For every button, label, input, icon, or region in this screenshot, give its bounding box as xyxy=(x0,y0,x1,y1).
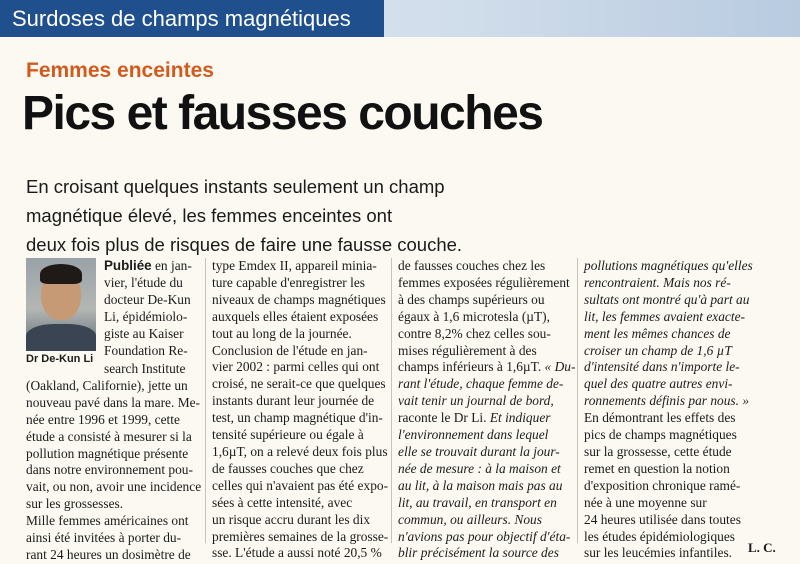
text-line: rant 24 heures un dosimètre de xyxy=(26,546,191,562)
lead-line: deux fois plus de risques de faire une fausse couche. xyxy=(26,234,463,255)
photo-caption: Dr De-Kun Li xyxy=(26,353,94,365)
text-line: d'exposition chronique ramé- xyxy=(584,477,741,493)
text-line: d'intensité dans n'importe le- xyxy=(584,359,740,375)
text-line: pollution magnétique présente xyxy=(26,445,189,461)
text-line: vier 2002 : parmi celles qui ont xyxy=(212,359,380,375)
text-line: raconte le Dr Li. Et indiquer xyxy=(398,410,551,426)
text-line: étude a consisté à mesurer si la xyxy=(26,428,192,444)
text-line: croiser un champ de 1,6 µT xyxy=(584,342,732,358)
text-line: remet en question la notion xyxy=(584,460,730,476)
show-through-text xyxy=(510,185,800,245)
text-line: égaux à 1,6 microtesla (µT), xyxy=(398,308,550,324)
text-line: un risque accru durant les dix xyxy=(212,511,371,527)
author-signature: L. C. xyxy=(748,540,776,555)
text-line: ronnements définis par nous. » xyxy=(584,393,750,409)
text-line: elle se trouvait durant la jour- xyxy=(398,443,560,459)
text-line: lit, les femmes avaient exacte- xyxy=(584,308,745,324)
text-line: 1,6µT, on a relevé deux fois plus xyxy=(212,443,388,459)
text-line: commun, ou ailleurs. Nous xyxy=(398,511,542,527)
text-line: Li, épidémiolo- xyxy=(104,308,188,324)
text-line: sultats ont montré qu'à part au xyxy=(584,291,750,307)
text-line: lit, au travail, en transport en xyxy=(398,494,557,510)
text-line: niveaux de champs magnétiques xyxy=(212,291,386,307)
lead-line: En croisant quelques instants seulement un champ xyxy=(26,176,445,197)
text-line: ainsi été invitées à porter du- xyxy=(26,530,182,546)
text-line: search Institute xyxy=(104,361,186,376)
text-line: vait, ou non, avoir une incidence xyxy=(26,479,202,495)
text-line: n'avions pas pour objectif d'éta- xyxy=(398,528,571,544)
rubric: Femmes enceintes xyxy=(26,59,214,82)
text-line: 24 heures utilisée dans toutes xyxy=(584,511,741,527)
text-line: à des champs supérieurs ou xyxy=(398,291,545,307)
text-line: tensité supérieure ou égale à xyxy=(212,427,364,443)
column-1-top xyxy=(104,258,192,359)
text-line: vier, l'étude du xyxy=(104,274,183,290)
column-4 xyxy=(584,258,753,562)
text-line: (Oakland, Californie), jette un xyxy=(26,377,188,393)
text-line: type Emdex II, appareil minia- xyxy=(212,258,377,273)
text-line: femmes exposées régulièrement xyxy=(398,274,570,290)
text-line: vait tenir un journal de bord, xyxy=(398,393,554,409)
text-line: sse. L'étude a aussi noté 20,5 % xyxy=(212,545,382,561)
text-line: contre 8,2% chez celles sou- xyxy=(398,325,551,341)
text-line: quel des quatre autres envi- xyxy=(584,376,733,392)
column-rule xyxy=(205,258,206,543)
text-line: croisé, ne serait-ce que quelques xyxy=(212,376,386,392)
text-line: les études épidémiologiques xyxy=(584,528,735,544)
text-line: née entre 1996 et 1999, cette xyxy=(26,411,180,427)
lead-paragraph xyxy=(26,172,496,259)
text-line: sur les leucémies infantiles. xyxy=(584,545,732,561)
column-3 xyxy=(398,258,575,562)
section-header: Surdoses de champs magnétiques xyxy=(0,0,384,37)
text-line: mises régulièrement à des xyxy=(398,342,537,358)
column-rule xyxy=(577,258,578,543)
text-line: née de mesure : à la maison et xyxy=(398,460,561,476)
text-line: docteur De-Kun xyxy=(104,291,191,307)
text-line: celles qui n'avaient pas été expo- xyxy=(212,477,389,493)
text-line: premières semaines de la grosse- xyxy=(212,528,389,544)
text-line: blir précisément la source des xyxy=(398,545,559,561)
text-line: Mille femmes américaines ont xyxy=(26,513,189,529)
text-line: rant l'étude, chaque femme de- xyxy=(398,376,564,392)
text-line: test, un champ magnétique d'in- xyxy=(212,410,383,426)
text-line: instants durant leur journée de xyxy=(212,393,375,409)
text-line: nouveau pavé dans la mare. Me- xyxy=(26,394,201,410)
text-line: pics de champs magnétiques xyxy=(584,427,737,443)
text-line: Foundation Re- xyxy=(104,342,188,358)
lead-line: magnétique élevé, les femmes enceintes ont xyxy=(26,205,393,226)
text-line: sées à cette intensité, avec xyxy=(212,494,353,510)
text-line: champs inférieurs à 1,6µT. « Du- xyxy=(398,359,576,375)
text-line: de fausses couches que chez xyxy=(212,460,364,476)
text-line: ture capable d'enregistrer les xyxy=(212,274,365,290)
text-line: pollutions magnétiques qu'elles xyxy=(584,258,753,273)
text-line: giste au Kaiser xyxy=(104,325,184,341)
text-line: Publiée en jan- xyxy=(104,258,192,273)
column-rule xyxy=(391,258,392,543)
text-line: l'environnement dans lequel xyxy=(398,427,549,443)
text-line: rencontraient. Mais nos ré- xyxy=(584,274,731,290)
text-line: sur les grossesses. xyxy=(26,496,124,512)
text-line: sur la grossesse, cette étude xyxy=(584,443,732,459)
text-line: au lit, à la maison mais pas au xyxy=(398,477,563,493)
author-photo xyxy=(26,258,96,351)
text-line: auxquels elles étaient exposées xyxy=(212,308,379,324)
text-line: née à une moyenne sur xyxy=(584,494,707,510)
text-line: ment les mêmes chances de xyxy=(584,325,731,341)
column-2 xyxy=(212,258,388,562)
text-line: Conclusion de l'étude en jan- xyxy=(212,342,368,358)
lead-word: Publiée xyxy=(104,258,152,273)
page-title: Pics et fausses couches xyxy=(22,87,543,140)
column-1-bottom xyxy=(26,361,201,564)
text-line: En démontrant les effets des xyxy=(584,410,736,426)
text-line: de fausses couches chez les xyxy=(398,258,546,273)
text-line: tout au long de la journée. xyxy=(212,325,352,341)
text-line: dans notre environnement pou- xyxy=(26,462,193,478)
